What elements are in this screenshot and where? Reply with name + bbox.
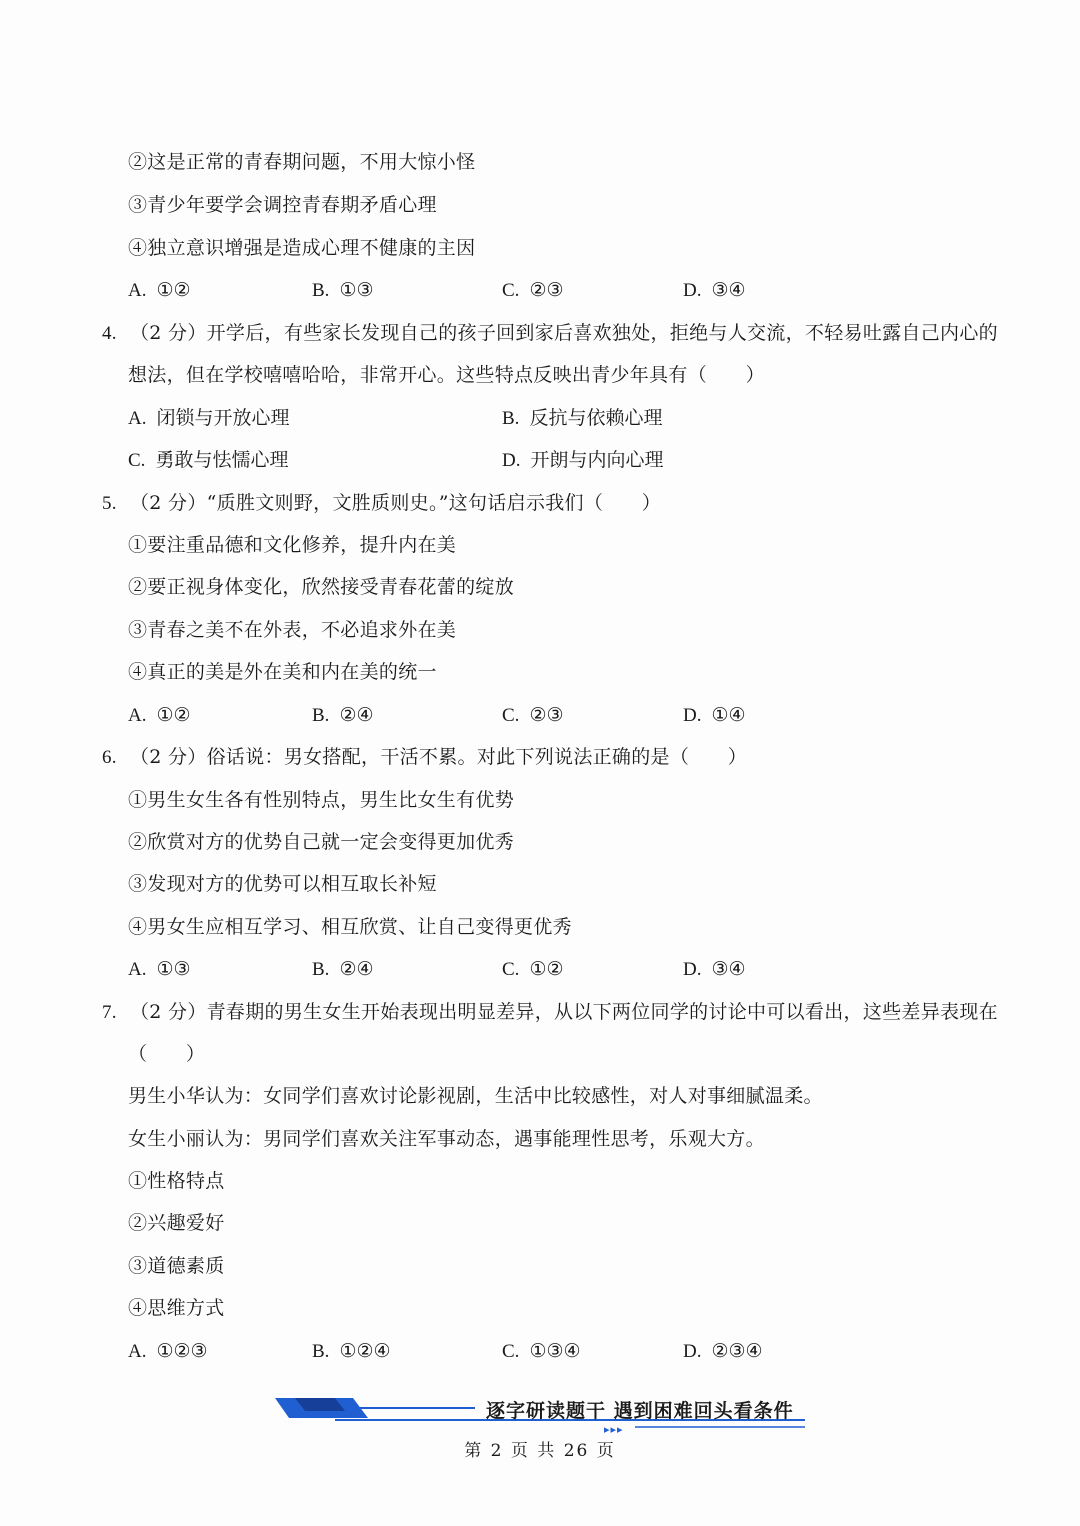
page-number: 第 2 页 共 26 页	[464, 1441, 616, 1461]
q3-option-d: D. ③④	[683, 279, 746, 301]
q6-item-2: ②欣赏对方的优势自己就一定会变得更加优秀	[128, 831, 515, 853]
q7-stem-cont: （ ）	[128, 1043, 206, 1065]
q6-item-1: ①男生女生各有性别特点，男生比女生有优势	[128, 789, 515, 811]
q7-option-a: A. ①②③	[128, 1340, 208, 1362]
q4-option-d: D. 开朗与内向心理	[502, 449, 664, 471]
q3-option-a: A. ①②	[128, 279, 191, 301]
q7-context-1: 男生小华认为：女同学们喜欢讨论影视剧，生活中比较感性，对人对事细腻温柔。	[128, 1085, 823, 1107]
q5-option-a: A. ①②	[128, 704, 191, 726]
q5-option-c: C. ②③	[502, 704, 564, 726]
footer-arrows-icon: ▸▸▸	[604, 1423, 624, 1436]
q4-stem: 4. （2 分）开学后，有些家长发现自己的孩子回到家后喜欢独处，拒绝与人交流，不轻易吐露自己内心的	[102, 320, 998, 347]
q7-stem: 7. （2 分）青春期的男生女生开始表现出明显差异，从以下两位同学的讨论中可以看出，这些差异表现在	[102, 999, 998, 1026]
q7-number: 7.	[102, 1002, 117, 1023]
q5-item-3: ③青春之美不在外表，不必追求外在美	[128, 619, 457, 641]
q3-item-4: ④独立意识增强是造成心理不健康的主因	[128, 237, 476, 259]
q5-stem: 5. （2 分）“质胜文则野，文胜质则史。”这句话启示我们（ ）	[102, 490, 661, 517]
q7-item-2: ②兴趣爱好	[128, 1212, 225, 1234]
q5-number: 5.	[102, 493, 117, 514]
q6-item-4: ④男女生应相互学习、相互欣赏、让自己变得更优秀	[128, 916, 572, 938]
q6-option-c: C. ①②	[502, 958, 564, 980]
q6-number: 6.	[102, 747, 117, 768]
footer-slogan: 逐字研读题干 遇到困难回头看条件	[486, 1400, 794, 1422]
q4-option-c: C. 勇敢与怯懦心理	[128, 449, 289, 471]
q6-option-b: B. ②④	[312, 958, 374, 980]
q4-option-b: B. 反抗与依赖心理	[502, 407, 663, 429]
q5-item-1: ①要注重品德和文化修养，提升内在美	[128, 534, 457, 556]
q7-context-2: 女生小丽认为：男同学们喜欢关注军事动态，遇事能理性思考，乐观大方。	[128, 1128, 765, 1150]
q5-option-b: B. ②④	[312, 704, 374, 726]
q7-item-3: ③道德素质	[128, 1255, 225, 1277]
q5-option-d: D. ①④	[683, 704, 746, 726]
q6-option-d: D. ③④	[683, 958, 746, 980]
q4-option-a: A. 闭锁与开放心理	[128, 407, 290, 429]
q5-item-2: ②要正视身体变化，欣然接受青春花蕾的绽放	[128, 576, 515, 598]
q7-option-d: D. ②③④	[683, 1340, 763, 1362]
q3-option-c: C. ②③	[502, 279, 564, 301]
q7-option-b: B. ①②④	[312, 1340, 391, 1362]
q6-item-3: ③发现对方的优势可以相互取长补短	[128, 873, 437, 895]
q4-number: 4.	[102, 323, 117, 344]
q3-item-3: ③青少年要学会调控青春期矛盾心理	[128, 194, 437, 216]
q7-option-c: C. ①③④	[502, 1340, 581, 1362]
q6-stem: 6. （2 分）俗话说：男女搭配，干活不累。对此下列说法正确的是（ ）	[102, 744, 747, 771]
q6-option-a: A. ①③	[128, 958, 191, 980]
q7-item-4: ④思维方式	[128, 1297, 225, 1319]
q3-item-2: ②这是正常的青春期问题，不用大惊小怪	[128, 151, 476, 173]
q4-stem-cont: 想法，但在学校嘻嘻哈哈，非常开心。这些特点反映出青少年具有（ ）	[128, 364, 765, 386]
q3-option-b: B. ①③	[312, 279, 374, 301]
q7-item-1: ①性格特点	[128, 1170, 225, 1192]
q5-item-4: ④真正的美是外在美和内在美的统一	[128, 661, 437, 683]
